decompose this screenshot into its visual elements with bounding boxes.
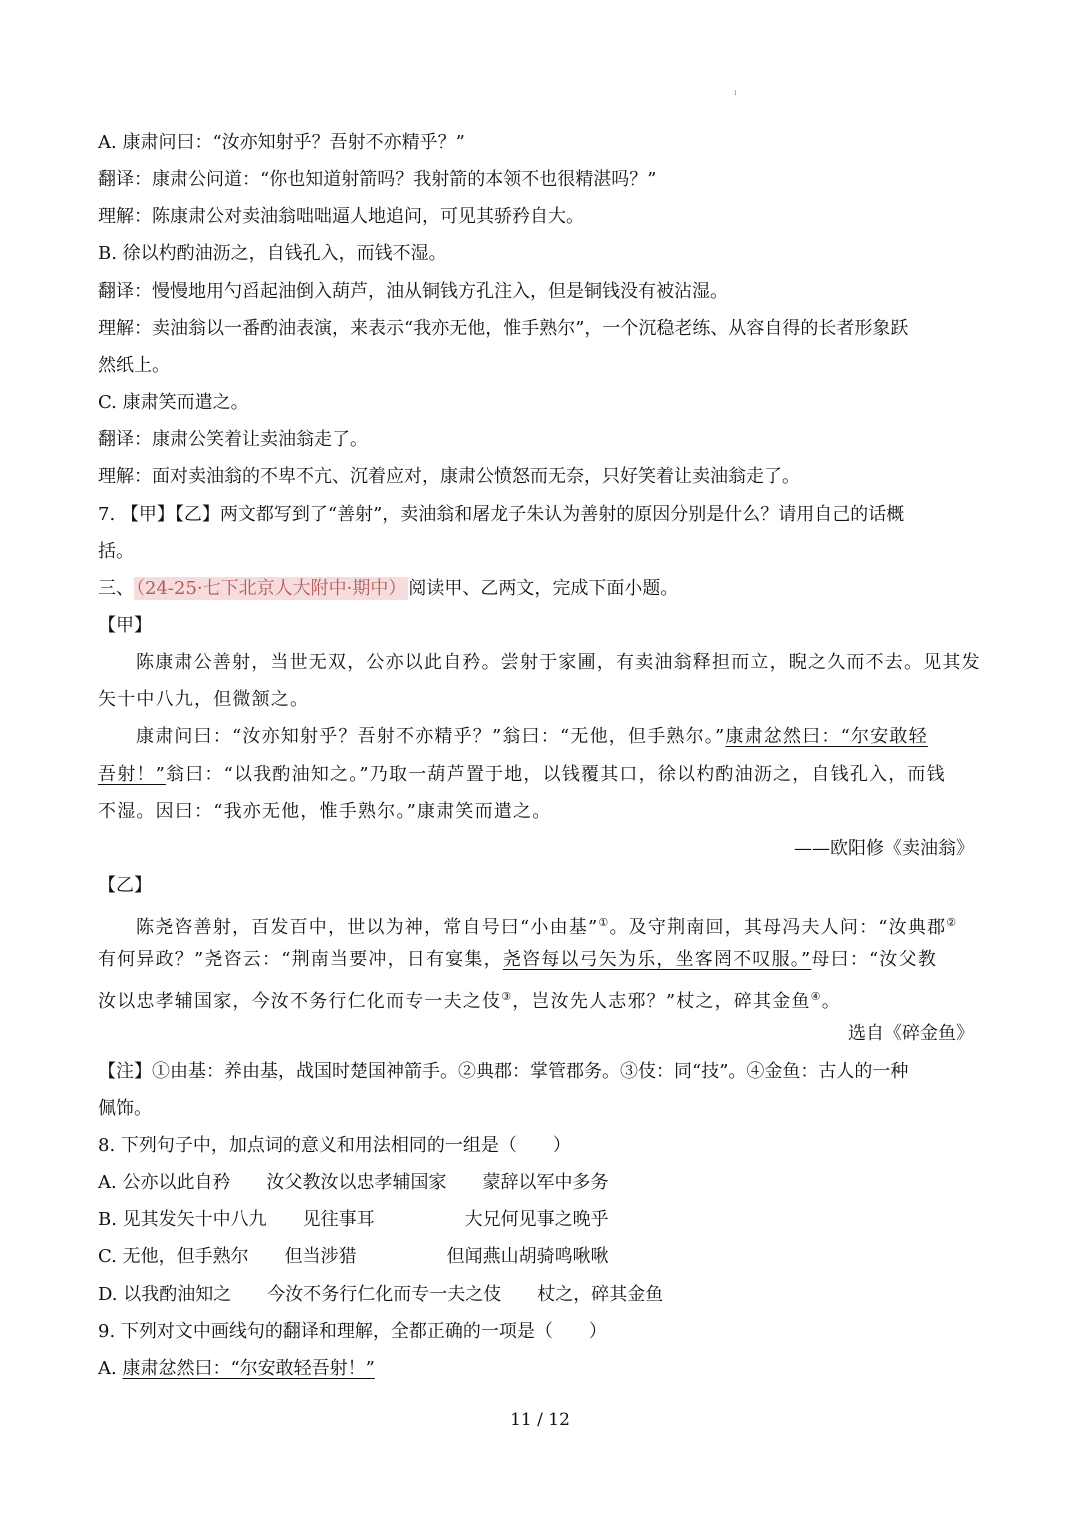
option-a-sentence: A. 康肃问曰：“汝亦知射乎？吾射不亦精乎？” [98,132,465,153]
notes: 【注】①由基：养由基，战国时楚国神箭手。②典郡：掌管郡务。③伎：同“技”。④金鱼：古人的一种 [98,1061,909,1082]
option-a-translation: 翻译：康肃公问道：“你也知道射箭吗？我射箭的本领不也很精湛吗？” [98,169,657,190]
passage-yi-text-a: 陈尧咨善射，百发百中，世以为神，常自号曰“小由基” [136,917,599,938]
option-b-sentence: B. 徐以杓酌油沥之，自钱孔入，而钱不湿。 [98,243,447,264]
section-3-heading [98,577,678,601]
question-8: 8. 下列句子中，加点词的意义和用法相同的一组是（ ） [98,1135,571,1156]
option-label: A. [98,1358,123,1379]
corner-mark: ı [734,88,737,97]
note-ref-2: ② [946,916,958,929]
passage-yi-label: 【乙】 [98,875,152,896]
question-9-option-a[interactable] [98,1357,375,1381]
passage-jia-p2-cont [98,763,946,787]
passage-jia-p1-cont: 矢十中八九，但微颔之。 [98,689,310,710]
question-8-option-c[interactable]: C. 无他，但手熟尔 但当涉猎 但闻燕山胡骑鸣啾啾 [98,1246,609,1267]
option-c-translation: 翻译：康肃公笑着让卖油翁走了。 [98,429,368,450]
section-3-number: 三、 [98,578,134,599]
underlined-sentence-q9a: 康肃忿然曰：“尔安敢轻吾射！” [122,1358,375,1379]
question-8-option-a[interactable]: A. 公亦以此自矜 汝父教汝以忠孝辅国家 蒙辞以军中多务 [98,1172,609,1193]
underlined-sentence-jia-end: 吾射！” [98,764,167,785]
question-7-cont: 括。 [98,541,134,562]
option-a-understanding: 理解：陈康肃公对卖油翁咄咄逼人地追问，可见其骄矜自大。 [98,206,584,227]
underlined-sentence-yi: 尧咨每以弓矢为乐，坐客罔不叹服。” [502,949,812,970]
passage-yi-text-c: 有何异政？”尧咨云：“荆南当要冲，日有宴集， [98,949,503,970]
notes-cont: 佩饰。 [98,1098,152,1119]
passage-yi-p1-line2 [98,948,937,972]
underlined-sentence-jia: 康肃忿然曰：“尔安敢轻 [725,726,928,747]
option-b-understanding: 理解：卖油翁以一番酌油表演，来表示“我亦无他，惟手熟尔”，一个沉稳老练、从容自得的长者形象跃 [98,318,909,339]
passage-jia-p2-text2: 翁曰：“以我酌油知之。”乃取一葫芦置于地，以钱覆其口，徐以杓酌油沥之，自钱孔入，而钱 [166,764,946,785]
passage-yi-text-b: 。及守荆南回，其母冯夫人问：“汝典郡 [609,917,947,938]
note-ref-1: ① [598,916,610,929]
option-c-understanding: 理解：面对卖油翁的不卑不亢、沉着应对，康肃公愤怒而无奈，只好笑着让卖油翁走了。 [98,466,800,487]
passage-jia-p1: 陈康肃公善射，当世无双，公亦以此自矜。尝射于家圃，有卖油翁释担而立，睨之久而不去。见其发 [136,652,981,673]
option-b-understanding-cont: 然纸上。 [98,355,170,376]
passage-jia-p2-text: 康肃问曰：“汝亦知射乎？吾射不亦精乎？”翁曰：“无他，但手熟尔。” [136,726,726,747]
passage-jia-source: ——欧阳修《卖油翁》 [794,838,974,859]
passage-yi-text-d: 母曰：“汝父教 [811,949,938,970]
passage-yi-text-e: 汝以忠孝辅国家，今汝不务行仁化而专一夫之伎 [98,991,502,1012]
section-3-instruction: 阅读甲、乙两文，完成下面小题。 [408,578,679,599]
page-number: 11 / 12 [510,1410,570,1430]
note-ref-3: ③ [501,990,513,1003]
passage-yi-text-f: ，岂汝先人志邪？”杖之，碎其金鱼 [512,991,811,1012]
passage-jia-p2-end: 不湿。因曰：“我亦无他，惟手熟尔。”康肃笑而遣之。 [98,801,552,822]
option-c-sentence: C. 康肃笑而遣之。 [98,392,249,413]
question-8-option-b[interactable]: B. 见其发矢十中八九 见往事耳 大兄何见事之晚乎 [98,1209,609,1230]
passage-yi-source: 选自《碎金鱼》 [848,1023,974,1044]
question-8-option-d[interactable]: D. 以我酌油知之 今汝不务行仁化而专一夫之伎 杖之，碎其金鱼 [98,1284,664,1305]
passage-jia-label: 【甲】 [98,615,152,636]
passage-yi-p1-line3 [98,985,841,1014]
question-9: 9. 下列对文中画线句的翻译和理解，全都正确的一项是（ ） [98,1321,607,1342]
passage-jia-p2 [136,725,928,749]
option-b-translation: 翻译：慢慢地用勺舀起油倒入葫芦，油从铜钱方孔注入，但是铜钱没有被沾湿。 [98,281,728,302]
passage-yi-p1 [136,911,957,940]
note-ref-4: ④ [810,990,822,1003]
source-tag[interactable]: （24-25·七下北京人大附中·期中） [136,578,407,599]
question-7: 7. 【甲】【乙】两文都写到了“善射”，卖油翁和屠龙子朱认为善射的原因分别是什么？请用自己的话概 [98,504,905,525]
passage-yi-text-g: 。 [821,991,841,1012]
